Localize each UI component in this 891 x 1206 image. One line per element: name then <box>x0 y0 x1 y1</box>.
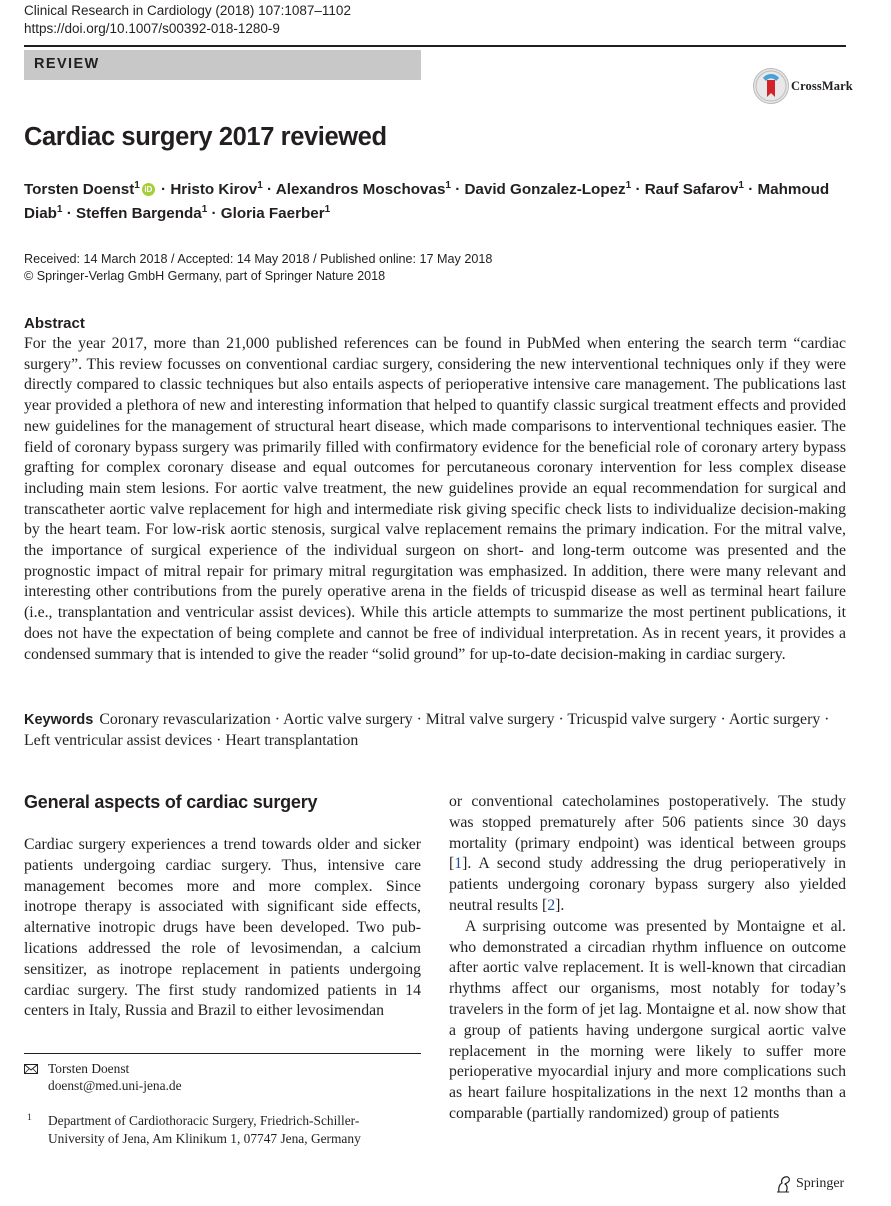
article-type-band <box>24 50 421 80</box>
author-separator: · <box>62 205 76 222</box>
author-name[interactable]: Hristo Kirov <box>170 181 258 198</box>
header-rule <box>24 45 846 47</box>
author-name[interactable]: Steffen Bargenda <box>75 205 202 222</box>
author-separator: · <box>743 181 758 198</box>
abstract-heading: Abstract <box>24 315 85 332</box>
author-separator: · <box>262 181 276 198</box>
affiliation-number: 1 <box>27 1113 32 1123</box>
citation-link[interactable]: 1 <box>454 855 463 873</box>
journal-citation: Clinical Research in Cardiology (2018) 107:1087–1102 <box>24 3 351 18</box>
author-separator: · <box>156 181 171 198</box>
springer-horse-icon <box>776 1175 791 1193</box>
author-affiliation-marker: 1 <box>625 179 632 191</box>
author-affiliation-marker: 1 <box>134 179 140 191</box>
author-affiliation-marker: 1 <box>56 203 63 215</box>
affiliation-text: Department of Cardiothoracic Surgery, Friedrich-Schiller-University of Jena, Am Klinikum 1, 07747 Jena, Germany <box>48 1113 361 1146</box>
author-affiliation-marker: 1 <box>445 179 451 191</box>
body-paragraph: or conventional catecholamines postoperatively. The study was stopped prematurely after 506 patients since 30 days mortality (primary endpoint) was identical between groups [1]. A second study addressing the drug perioperatively in patients undergoing coronary bypass surgery also yielded neutral results [2]. <box>449 793 846 914</box>
crossmark-icon <box>753 68 789 104</box>
corresponding-author: Torsten Doenst <box>48 1061 130 1076</box>
article-type-label: REVIEW <box>34 56 100 72</box>
author-name[interactable]: Alexandros Moschovas <box>275 181 446 198</box>
author-name[interactable]: Rauf Safarov <box>644 181 739 198</box>
citation-link[interactable]: 2 <box>547 896 556 914</box>
keywords <box>24 710 846 751</box>
author-name[interactable]: Gloria Faerber <box>220 205 325 222</box>
author-separator: · <box>631 181 645 198</box>
keywords-text: Coronary revascularization · Aortic valve surgery · Mitral valve surgery · Tricuspid valve surgery · Aortic surgery · Left ventricular assist devices · Heart transplantation <box>24 711 830 749</box>
body-paragraph: A surprising outcome was presented by Montaigne et al. who demonstrated a circadian rhythm influence on outcome after aortic valve replacement. It is well-known that circadian rhythms affect our organisms, most notably for today’s travelers in the form of jet lag. Montaigne et al. now show that a group of patients having undergone surgical aortic valve replacement in the morning were likely to suffer more perioperative myocardial injury and more complications such as heart failure hospitalizations in the next 12 months than a comparable (partially randomized) group of patients <box>449 917 846 1122</box>
doi-link[interactable]: https://doi.org/10.1007/s00392-018-1280-9 <box>24 21 280 36</box>
author-affiliation-marker: 1 <box>201 203 208 215</box>
footnote-rule <box>24 1053 421 1054</box>
mail-icon <box>24 1064 38 1074</box>
author-name[interactable]: Mahmoud Diab <box>24 181 830 222</box>
author-separator: · <box>207 205 221 222</box>
author-affiliation-marker: 1 <box>738 179 744 191</box>
author-list <box>24 178 854 226</box>
section-heading: General aspects of cardiac surgery <box>24 792 318 812</box>
crossmark-label: CrossMark <box>791 79 853 93</box>
orcid-icon[interactable]: iD <box>142 183 155 196</box>
abstract-text: For the year 2017, more than 21,000 published references can be found in PubMed when entering the search term “cardiac surgery”. This review focusses on conventional cardiac surgery, considering the new interventional techniques only if they were directly compared to classic techniques but also entails aspects of perioperative intensive care management. The publications last year provided a plethora of new and interesting information that helped to quantify classic surgical treatment effects and provided new guidelines for the management of structural heart disease, which made comparisons to interventional techniques easier. The field of coronary bypass surgery was primarily filled with confirmatory evidence for the beneficial role of coronary artery bypass grafting for complex coronary disease and equal outcomes for percutaneous coronary intervention for less complex disease including main stem lesions. For aortic valve treatment, the new guidelines provide an equal recommendation for surgical and transcatheter aortic valve replacement for high and intermediate risk giving specific check lists to individualize decision-making by the heart team. For low-risk aortic stenosis, surgical valve replacement remains the primary indication. For the mitral valve, the importance of surgical experience of the individual surgeon on short- and long-term outcome was presented and the prognostic impact of mitral repair for primary mitral regurgitation was emphasized. In addition, there were many relevant and interesting other contributions from the purely operative arena in the fields of tricuspid disease as well as terminal heart failure (i.e., transplantation and ventricular assist devices). While this article attempts to summarize the most pertinent publications, it does not have the expectation of being complete and cannot be free of individual interpretation. As in recent years, it provides a condensed summary that is intended to give the reader “solid ground” for up-to-date decision-making in cardiac surgery. <box>24 335 846 663</box>
author-affiliation-marker: 1 <box>324 203 331 215</box>
body-column-right <box>449 792 846 1125</box>
author-affiliation-marker: 1 <box>257 179 263 191</box>
author-separator: · <box>450 181 465 198</box>
publisher-name: Springer <box>796 1176 845 1191</box>
publication-dates: Received: 14 March 2018 / Accepted: 14 May 2018 / Published online: 17 May 2018 <box>24 252 493 266</box>
author-name[interactable]: David Gonzalez-Lopez <box>464 181 626 198</box>
crossmark-button[interactable] <box>753 68 853 106</box>
article-title: Cardiac surgery 2017 reviewed <box>24 123 387 151</box>
keywords-label: Keywords <box>24 712 94 728</box>
body-column-left: Cardiac surgery experiences a trend towards older and sicker patients undergoing cardiac surgery. Thus, intensive care management becomes more and more complex. Since inotrope therapy is associated with significant side effects, alternative inotropic drugs have been developed. Two publications addressed the role of levosimendan, a calcium sensitizer, as inotrope replacement in patients undergoing cardiac surgery. The first study randomized patients in 14 centers in Italy, Russia and Brazil to either levosimendan <box>24 836 421 1020</box>
author-name[interactable]: Torsten Doenst <box>24 181 135 198</box>
copyright-notice: © Springer-Verlag GmbH Germany, part of Springer Nature 2018 <box>24 269 386 283</box>
corresponding-email[interactable]: doenst@med.uni-jena.de <box>48 1078 182 1093</box>
